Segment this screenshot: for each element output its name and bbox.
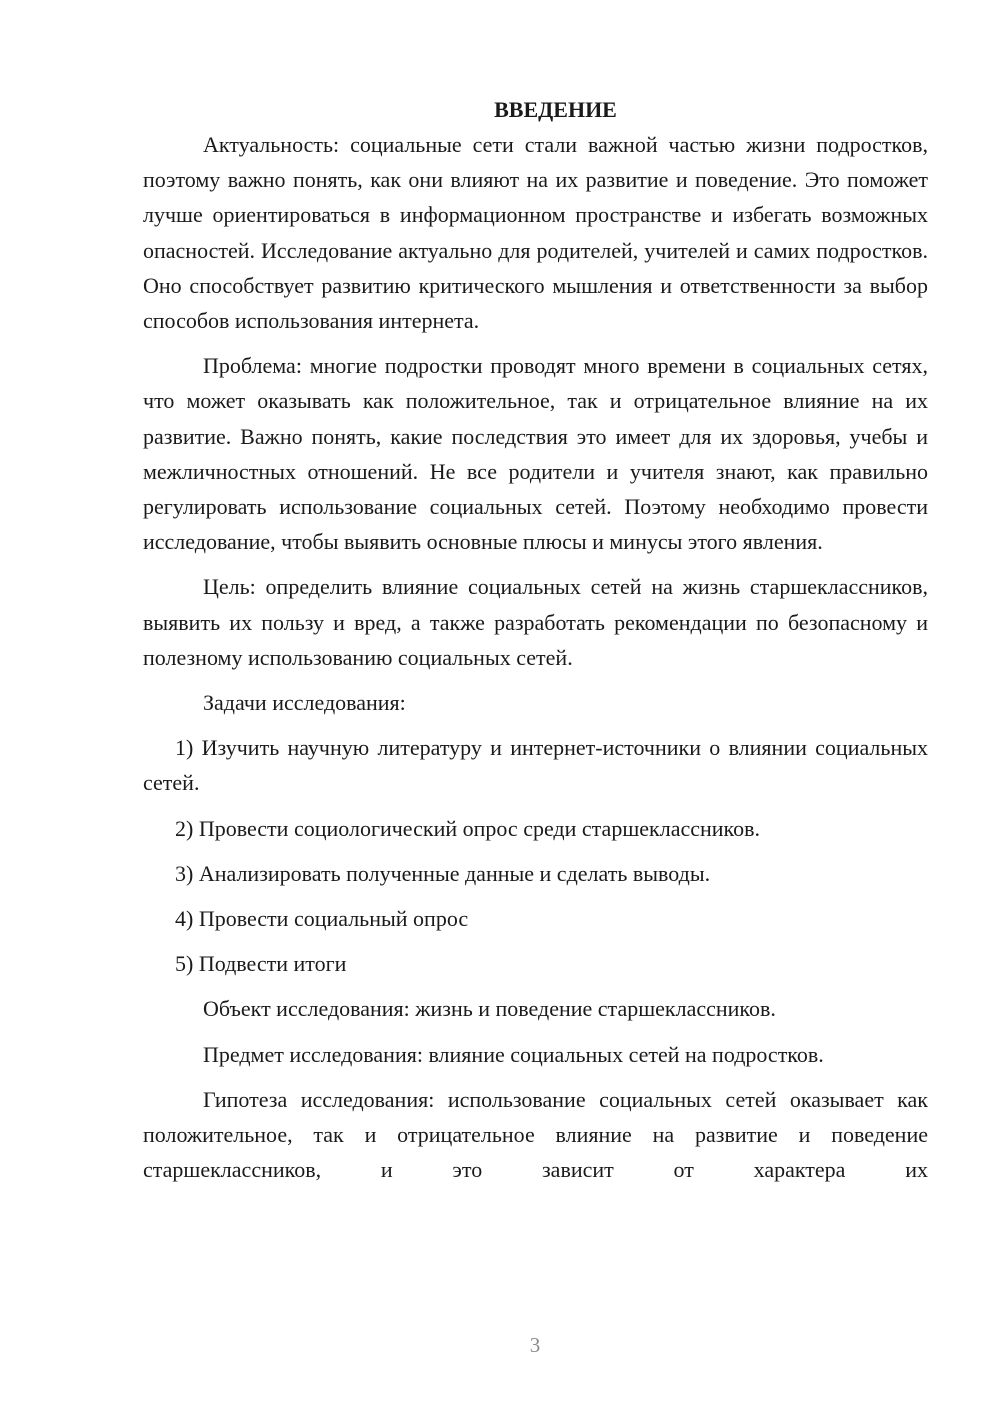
section-title: ВВЕДЕНИЕ: [494, 97, 617, 122]
goal-paragraph: Цель: определить влияние социальных сетей на жизнь старшеклассников, выявить их пользу и вред, а также разработать рекомендации по безопасному и полезному использованию социальных сетей.: [143, 574, 928, 670]
task-item: 2) Провести социологический опрос среди старшеклассников.: [175, 815, 760, 841]
tasks-list: [143, 730, 928, 981]
task-item: 5) Подвести итоги: [175, 951, 347, 977]
object-paragraph: Объект исследования: жизнь и поведение старшеклассников.: [203, 996, 776, 1022]
tasks-heading: Задачи исследования:: [203, 690, 406, 716]
subject-paragraph: Предмет исследования: влияние социальных сетей на подростков.: [203, 1041, 824, 1067]
task-item: 1) Изучить научную литературу и интернет-источники о влиянии социальных сетей.: [143, 735, 928, 796]
task-item: 4) Провести социальный опрос: [175, 906, 469, 932]
relevance-paragraph: Актуальность: социальные сети стали важной частью жизни подростков, поэтому важно понять, как они влияют на их развитие и поведение. Это поможет лучше ориентироваться в информационном пространстве и избегать возможных опасностей. Исследование актуально для родителей, учителей и самих подростков. Оно способствует развитию критического мышления и ответственности за выбор способов использования интернета.: [143, 132, 928, 334]
hypothesis-paragraph: Гипотеза исследования: использование социальных сетей оказывает как положительное, так и отрицательное влияние на развитие и поведение старшеклассников, и это зависит от характера их: [143, 1086, 928, 1183]
problem-paragraph: Проблема: многие подростки проводят много времени в социальных сетях, что может оказывать как положительное, так и отрицательное влияние на их развитие. Важно понять, какие последствия это имеет для их здоровья, учебы и межличностных отношений. Не все родители и учителя знают, как правильно регулировать использование социальных сетей. Поэтому необходимо провести исследование, чтобы выявить основные плюсы и минусы этого явления.: [143, 353, 928, 555]
page-number: 3: [529, 1333, 541, 1357]
task-item: 3) Анализировать полученные данные и сделать выводы.: [175, 860, 711, 886]
document-page: [143, 92, 928, 1322]
